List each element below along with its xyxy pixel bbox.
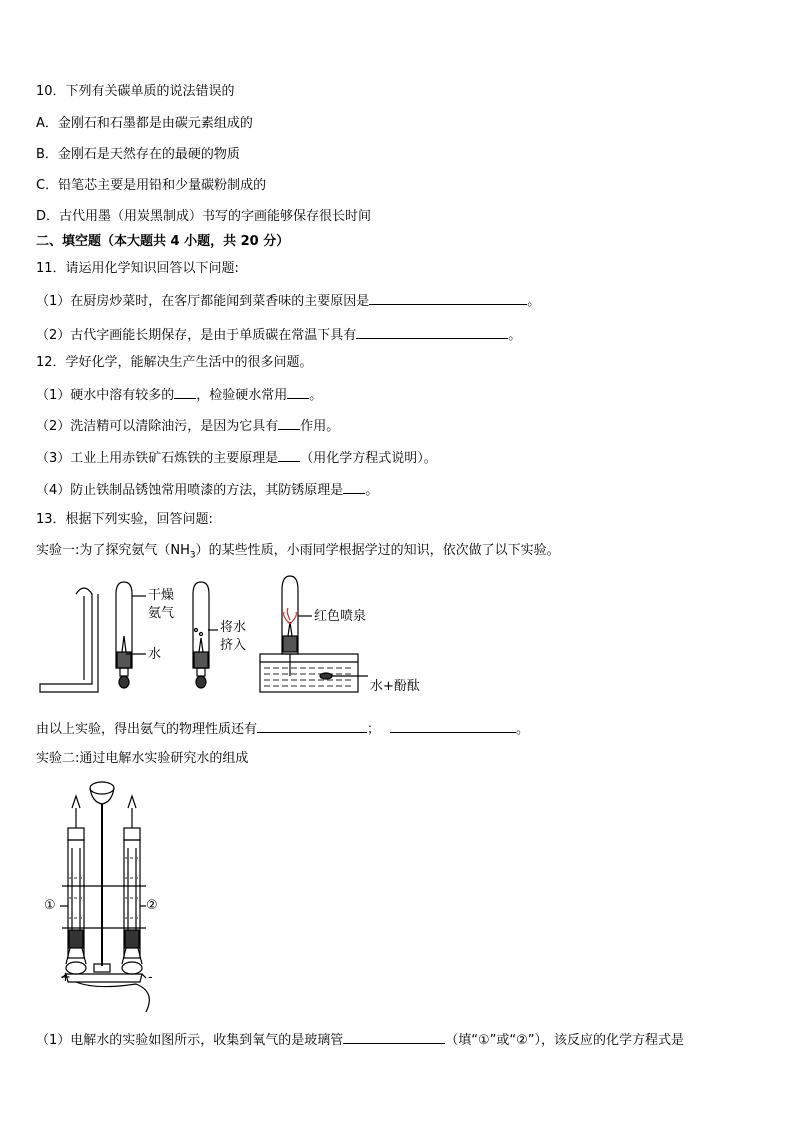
q12-part2-text-b: 作用。 bbox=[300, 419, 340, 434]
period: 。 bbox=[365, 483, 379, 498]
q10-option-d: D．古代用墨（用炭黑制成）书写的字画能够保存很长时间 bbox=[36, 209, 372, 224]
q13-stem: 13．根据下列实验，回答问题: bbox=[36, 512, 213, 527]
ammonia-experiment-figure bbox=[36, 572, 420, 702]
label-water: 水 bbox=[148, 647, 162, 662]
exp1-text-b: ）的某些性质，小雨同学根据学过的知识，依次做了以下实验。 bbox=[195, 543, 560, 558]
q13-experiment1-intro bbox=[36, 543, 560, 564]
period: 。 bbox=[309, 388, 323, 403]
answer-blank[interactable] bbox=[257, 720, 367, 733]
q11-part1 bbox=[36, 292, 540, 310]
q11-part1-text: （1）在厨房炒菜时，在客厅都能闻到菜香味的主要原因是 bbox=[36, 294, 370, 309]
conclusion-text: 由以上实验，得出氨气的物理性质还有 bbox=[36, 722, 258, 737]
fountain-apparatus bbox=[260, 576, 368, 692]
answer-blank[interactable] bbox=[174, 386, 196, 399]
period: 。 bbox=[508, 328, 522, 343]
q12-part3-text-a: （3）工业上用赤铁矿石炼铁的主要原理是 bbox=[36, 451, 279, 466]
q10-stem: 10．下列有关碳单质的说法错误的 bbox=[36, 84, 235, 99]
section-heading: 二、填空题（本大题共 4 小题，共 20 分） bbox=[36, 234, 290, 249]
answer-blank[interactable] bbox=[278, 449, 300, 462]
q12-part4-text: （4）防止铁制品锈蚀常用喷漆的方法，其防锈原理是 bbox=[36, 483, 344, 498]
q13-part1 bbox=[36, 1031, 684, 1049]
answer-blank[interactable] bbox=[343, 481, 365, 494]
q12-part2-text-a: （2）洗洁精可以清除油污，是因为它具有 bbox=[36, 419, 279, 434]
period: 。 bbox=[527, 294, 541, 309]
separator: ； bbox=[367, 722, 381, 737]
q12-stem: 12．学好化学，能解决生产生活中的很多问题。 bbox=[36, 355, 313, 370]
q12-part4 bbox=[36, 481, 378, 499]
q12-part1-text-a: （1）硬水中溶有较多的 bbox=[36, 388, 175, 403]
test-tube-squeezed bbox=[193, 582, 218, 688]
label-red-fountain: 红色喷泉 bbox=[314, 609, 367, 624]
q12-part1 bbox=[36, 386, 322, 404]
q10-option-a: A．金刚石和石墨都是由碳元素组成的 bbox=[36, 116, 253, 131]
label-squeeze-2: 挤入 bbox=[220, 638, 247, 653]
subscript: 3 bbox=[189, 550, 196, 561]
bent-tube bbox=[40, 588, 98, 692]
label-squeeze-1: 将水 bbox=[220, 620, 247, 635]
q10-option-c: C．铅笔芯主要是用铅和少量碳粉制成的 bbox=[36, 178, 267, 193]
answer-blank[interactable] bbox=[287, 386, 309, 399]
label-water-phenolphthalein: 水+酚酞 bbox=[370, 679, 420, 694]
label-dry: 干燥 bbox=[148, 588, 175, 603]
electrolysis-figure bbox=[36, 778, 196, 1016]
q11-part2 bbox=[36, 326, 521, 344]
answer-blank[interactable] bbox=[356, 326, 508, 339]
positive-terminal-label: + bbox=[60, 970, 71, 985]
q11-part2-text: （2）古代字画能长期保存，是由于单质碳在常温下具有 bbox=[36, 328, 357, 343]
ammonia-apparatus-drawing bbox=[36, 572, 396, 702]
q11-stem: 11．请运用化学知识回答以下问题: bbox=[36, 261, 239, 276]
tube-2-label: ② bbox=[146, 898, 158, 913]
q13-experiment2-intro: 实验二:通过电解水实验研究水的组成 bbox=[36, 751, 249, 766]
q13-part1-text-b: （填“①”或“②”），该反应的化学方程式是 bbox=[445, 1033, 685, 1048]
period: 。 bbox=[516, 722, 530, 737]
q12-part3 bbox=[36, 449, 437, 467]
tube-1-label: ① bbox=[44, 898, 56, 913]
q13-conclusion bbox=[36, 720, 529, 738]
negative-terminal-label: - bbox=[148, 970, 153, 985]
q12-part3-text-b: （用化学方程式说明）。 bbox=[300, 451, 437, 466]
q12-part1-text-b: ，检验硬水常用 bbox=[196, 388, 288, 403]
q13-part1-text-a: （1）电解水的实验如图所示，收集到氧气的是玻璃管 bbox=[36, 1033, 344, 1048]
q10-option-b: B．金刚石是天然存在的最硬的物质 bbox=[36, 147, 240, 162]
answer-blank[interactable] bbox=[369, 292, 527, 305]
label-ammonia: 氨气 bbox=[148, 606, 175, 621]
answer-blank[interactable] bbox=[390, 720, 516, 733]
exp1-text-a: 实验一:为了探究氨气（NH bbox=[36, 543, 190, 558]
q12-part2 bbox=[36, 417, 339, 435]
answer-blank[interactable] bbox=[343, 1031, 445, 1044]
test-tube-dry-ammonia bbox=[116, 582, 146, 688]
answer-blank[interactable] bbox=[278, 417, 300, 430]
